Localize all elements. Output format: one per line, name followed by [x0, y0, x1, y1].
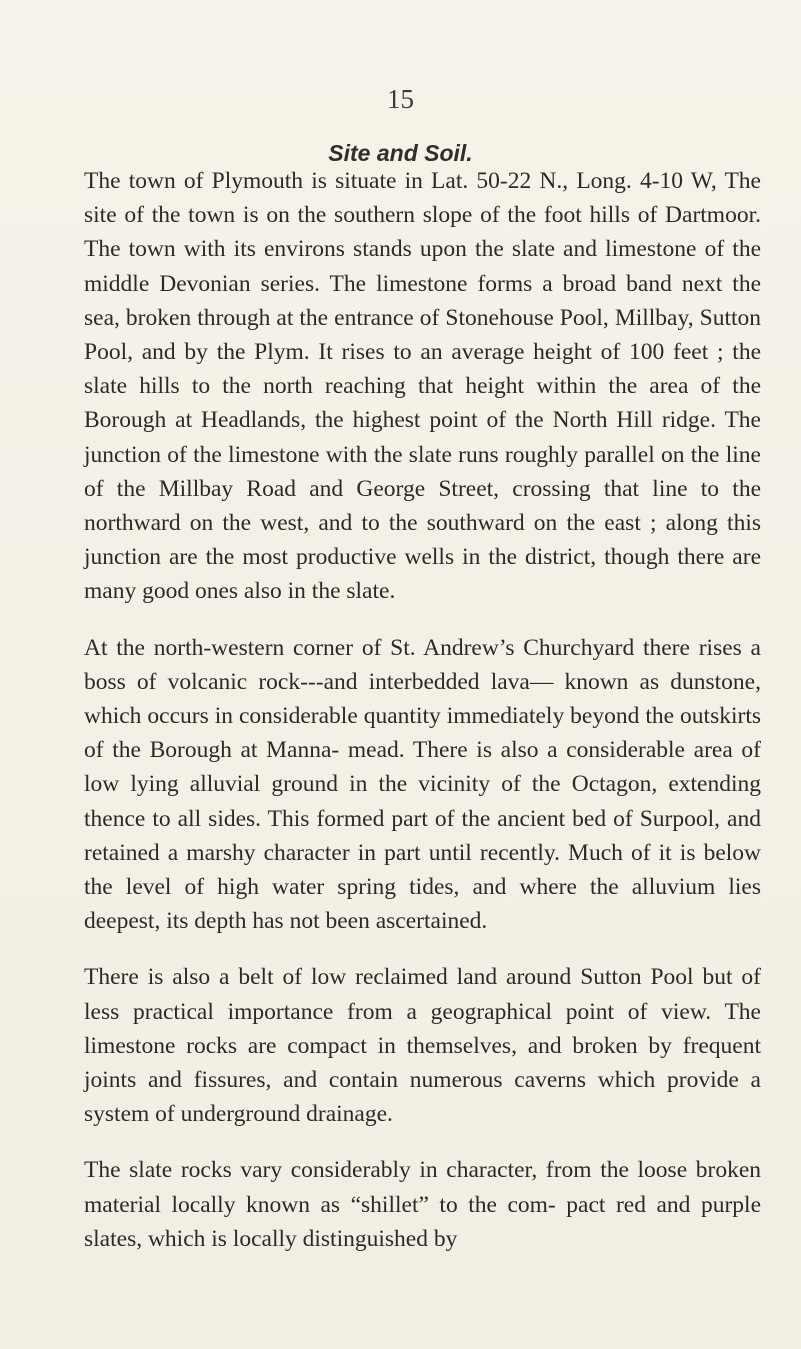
paragraph-slate-rocks: The slate rocks vary considerably in character, from the loose broken material locally known as “shillet” to the com- pact red and purple slates, which is locally distinguished by — [84, 1157, 761, 1252]
body-text — [84, 164, 761, 1256]
paragraph-volcanic-rock: At the north-western corner of St. Andrew’s Churchyard there rises a boss of volcanic rock---and interbedded lava— known as dunstone, which occurs in considerable quantity immediately beyond the outskirts of the Borough at Manna- mead. There is also a considerable area of low lying alluvial ground in the vicinity of the Octagon, extending thence to all sides. This formed part of the ancient bed of Surpool, and retained a marshy character in part until recently. Much of it is below the level of high water spring tides, and where the alluvium lies deepest, its depth has not been ascertained. — [84, 634, 761, 935]
page-number: 15 — [387, 84, 414, 114]
paragraph-reclaimed-land: There is also a belt of low reclaimed land around Sutton Pool but of less practical importance from a geographical point of view. The limestone rocks are compact in themselves, and broken by frequent joints and fissures, and contain numerous caverns which provide a system of underground drainage. — [84, 964, 761, 1128]
paragraph-site-location: The town of Plymouth is situate in Lat. 50-22 N., Long. 4-10 W, The site of the town is on the southern slope of the foot hills of Dartmoor. The town with its environs stands upon the slate and limestone of the middle Devonian series. The limestone forms a broad band next the sea, broken through at the entrance of Stonehouse Pool, Millbay, Sutton Pool, and by the Plym. It rises to an average height of 100 feet ; the slate hills to the north reaching that height within the area of the Borough at Headlands, the highest point of the North Hill ridge. The junction of the limestone with the slate runs roughly parallel on the line of the Millbay Road and George Street, crossing that line to the northward on the west, and to the southward on the east ; along this junction are the most productive wells in the district, though there are many good ones also in the slate. — [84, 168, 761, 605]
section-heading: Site and Soil. — [328, 140, 473, 166]
